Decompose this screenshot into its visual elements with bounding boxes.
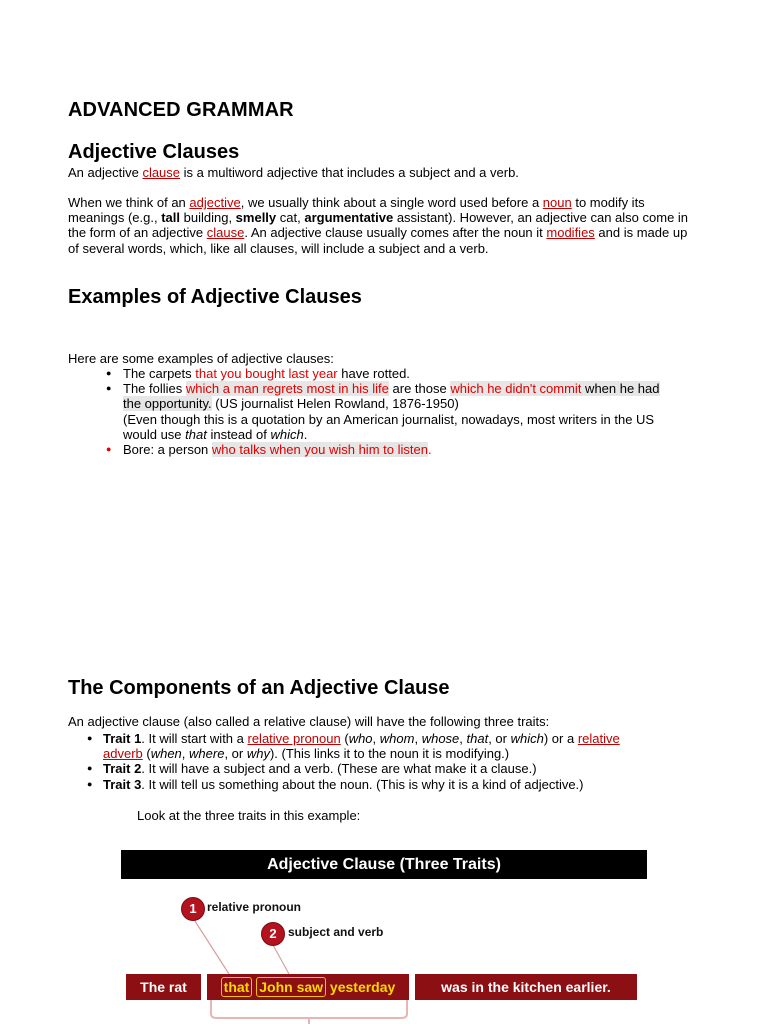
section-heading-adjective-clauses: Adjective Clauses	[68, 141, 240, 163]
label-subject-and-verb: subject and verb	[288, 925, 384, 939]
list-item: ● The carpets that you bought last year have rotted.	[106, 366, 410, 381]
list-item: ● Trait 1. It will start with a relative pronoun (who, whom, whose, that, or which) or a relative adverb (when, where, or why). (This links it to the noun it is modifying.)	[87, 731, 620, 762]
diagram-banner: Adjective Clause (Three Traits)	[121, 850, 647, 879]
clause-bracket	[211, 1000, 407, 1018]
list-item: ● Bore: a person who talks when you wish him to listen.	[106, 442, 432, 458]
list-item: ● The follies which a man regrets most in his life are those which he didn't commit when he had the opportunity. (US journalist Helen Rowland, 1876-1950) (Even though this is a quotation by an American journalist, nowadays, most writers in the US would use that instead of which.	[106, 381, 660, 442]
three-traits-diagram	[121, 850, 647, 1024]
explanation-paragraph: When we think of an adjective, we usually think about a single word used before a noun to modify its meanings (e.g., tall building, smelly cat, argumentative assistant). However, an adjective can also come in the form of an adjective clause. An adjective clause usually comes after the noun it modifies and is made up of several words, which, like all clauses, will include a subject and a verb.	[68, 195, 689, 256]
bullet-icon: ●	[87, 778, 93, 789]
bullet-icon: ●	[106, 383, 112, 394]
sentence-noun-box: The rat	[126, 974, 201, 1000]
list-item: ● Trait 2. It will have a subject and a verb. (These are what make it a clause.)	[87, 761, 537, 777]
components-intro: An adjective clause (also called a relative clause) will have the following three traits:	[68, 714, 550, 729]
clause-rest-word: yesterday	[329, 979, 396, 995]
connector-line-2	[273, 945, 289, 974]
link-clause-2[interactable]: clause	[206, 225, 245, 241]
bullet-icon: ●	[106, 444, 112, 455]
connector-line-1	[193, 918, 229, 974]
section-heading-components: The Components of an Adjective Clause	[68, 677, 450, 699]
figure-intro: Look at the three traits in this example:	[137, 808, 361, 823]
list-item: ● Trait 3. It will tell us something about the noun. (This is why it is a kind of adjective.)	[87, 776, 584, 792]
examples-list	[103, 366, 673, 457]
subject-verb-words: John saw	[256, 977, 326, 997]
examples-intro: Here are some examples of adjective clauses:	[68, 351, 334, 366]
page-title: ADVANCED GRAMMAR	[68, 99, 294, 121]
traits-list	[84, 731, 644, 792]
label-relative-pronoun: relative pronoun	[207, 900, 302, 914]
marker-2-icon: 2	[261, 922, 285, 946]
link-relative-adverb[interactable]: relative adverb	[103, 731, 620, 762]
link-noun[interactable]: noun	[542, 195, 572, 210]
link-clause[interactable]: clause	[142, 165, 181, 180]
marker-1-icon: 1	[181, 897, 205, 921]
link-relative-pronoun[interactable]: relative pronoun	[247, 731, 341, 746]
bullet-icon: ●	[106, 368, 112, 378]
bullet-icon: ●	[87, 763, 93, 774]
pronoun-word: that	[221, 977, 253, 997]
link-modifies[interactable]: modifies	[546, 225, 595, 241]
sentence-tail-box: was in the kitchen earlier.	[415, 974, 637, 1000]
link-adjective[interactable]: adjective	[189, 195, 241, 210]
bullet-icon: ●	[87, 733, 93, 743]
definition-paragraph: An adjective clause is a multiword adjective that includes a subject and a verb.	[68, 165, 519, 180]
section-heading-examples: Examples of Adjective Clauses	[68, 286, 362, 308]
sentence-clause-box	[207, 974, 409, 1000]
